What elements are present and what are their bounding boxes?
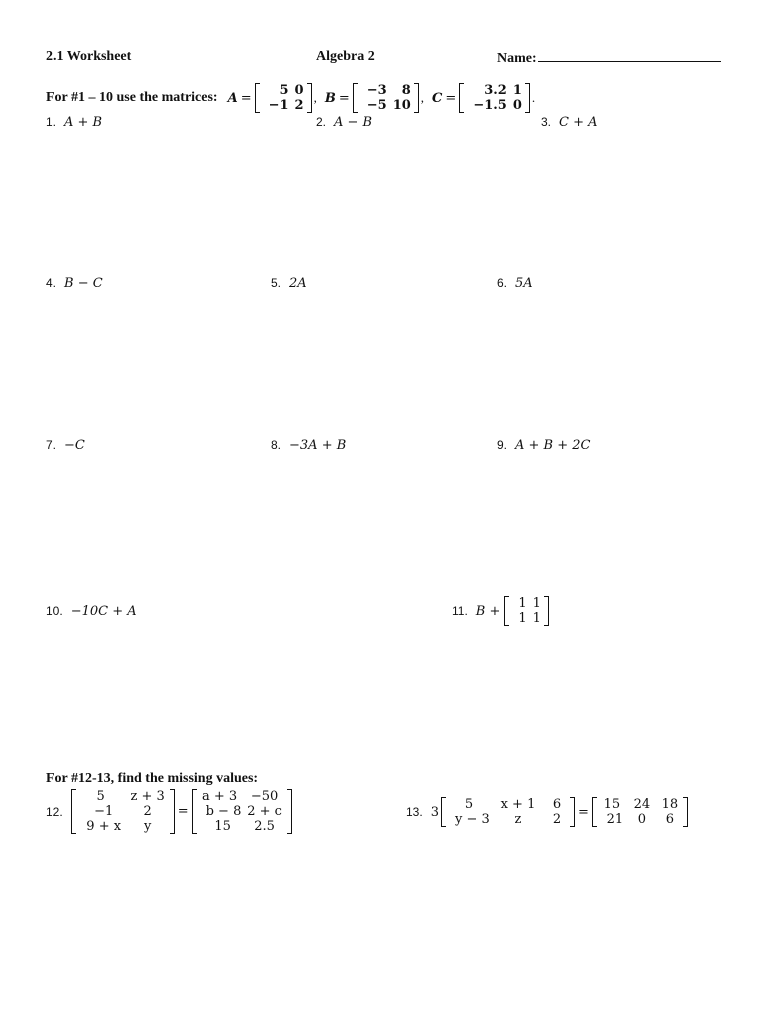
scalar-multiplier: 3 — [430, 804, 439, 820]
problem-4 — [46, 276, 103, 292]
matrix-cell: a + 3 — [202, 789, 238, 804]
matrix-cell: y − 3 — [454, 812, 490, 827]
matrix-cell: 6 — [552, 797, 562, 812]
matrix-cell: −1 — [268, 98, 289, 113]
problem-expression: C + A — [559, 115, 598, 130]
matrix-cell: 2 — [143, 804, 152, 819]
matrix-cell: b − 8 — [205, 804, 242, 819]
problem-expression: B − C — [64, 276, 103, 291]
problem-12: 12. 5 z + 3 −1 2 9 + x y = a + 3 −50 b − 8 2 + c 15 2.5 — [46, 789, 292, 834]
problem-number: 13. — [406, 805, 423, 819]
problem-2 — [316, 115, 372, 131]
problem-6 — [497, 276, 533, 292]
matrix-a-label: A — [227, 90, 238, 106]
problem-expression: A − B — [334, 115, 373, 130]
problem-13-right-matrix — [592, 797, 688, 827]
matrix-cell: 8 — [401, 83, 411, 98]
problem-3 — [541, 115, 598, 131]
problem-number: 5. — [271, 276, 282, 290]
course-name: Algebra 2 — [316, 49, 375, 64]
problem-expression: A + B — [64, 115, 103, 130]
problem-9 — [497, 438, 591, 454]
problem-number: 4. — [46, 276, 57, 290]
matrix-cell: −5 — [366, 98, 387, 113]
problem-number: 2. — [316, 115, 327, 129]
matrix-c-label: C — [432, 90, 443, 106]
problem-expression: −3A + B — [289, 438, 347, 453]
matrix-cell: 18 — [661, 797, 679, 812]
worksheet-title: 2.1 Worksheet — [46, 49, 132, 64]
problem-8 — [271, 438, 346, 454]
problem-number: 11. — [452, 604, 468, 618]
problem-number: 9. — [497, 438, 508, 452]
matrix-cell: 0 — [294, 83, 304, 98]
problem-number: 1. — [46, 115, 57, 129]
matrix-cell: z + 3 — [130, 789, 165, 804]
problem-expression: −C — [64, 438, 85, 453]
name-label: Name: — [497, 51, 537, 66]
problem-12-left-matrix — [71, 789, 175, 834]
problem-13: 13. 3 5 x + 1 6 y − 3 z 2 = 15 24 18 21 0 6 — [406, 797, 688, 827]
matrix-cell: 10 — [392, 98, 411, 113]
matrix-c — [459, 83, 530, 113]
problem-expression: B + — [475, 603, 501, 619]
matrix-cell: 1 — [532, 611, 541, 626]
problem-number: 8. — [271, 438, 282, 452]
matrix-cell: 5 — [279, 83, 289, 98]
name-blank-line[interactable] — [538, 49, 721, 62]
problem-number: 7. — [46, 438, 57, 452]
matrix-cell: 1 — [518, 611, 527, 626]
instruction-text: For #1 – 10 use the matrices: — [46, 90, 218, 105]
problem-expression: −10C + A — [70, 604, 137, 619]
problem-number: 12. — [46, 804, 63, 819]
problem-5 — [271, 276, 307, 292]
problem-7 — [46, 438, 85, 454]
matrix-b-label: B — [324, 90, 336, 106]
matrix-cell: 1 — [518, 596, 527, 611]
matrix-cell: y — [144, 819, 152, 834]
matrix-cell: 21 — [606, 812, 624, 827]
matrix-a — [255, 83, 312, 113]
matrix-cell: 24 — [633, 797, 651, 812]
matrices-instruction: For #1 – 10 use the matrices: A = 5 0 −1 2 , B = −3 8 −5 10 , C = 3.2 1 −1.5 0 . — [46, 83, 536, 113]
matrix-cell: x + 1 — [500, 797, 536, 812]
problem-11 — [452, 596, 549, 626]
matrix-cell: 1 — [532, 596, 541, 611]
problem-expression: 5A — [515, 276, 533, 291]
problem-1 — [46, 115, 102, 131]
matrix-cell: 2 + c — [247, 804, 282, 819]
problem-expression: 2A — [289, 276, 307, 291]
matrix-b — [353, 83, 419, 113]
matrix-cell: 15 — [214, 819, 231, 834]
name-field[interactable] — [497, 49, 721, 67]
matrix-cell: −3 — [366, 83, 387, 98]
problem-expression: A + B + 2C — [515, 438, 591, 453]
matrix-cell: 0 — [512, 98, 522, 113]
problem-number: 6. — [497, 276, 508, 290]
problem-number: 10. — [46, 604, 63, 618]
matrix-cell: 5 — [464, 797, 474, 812]
matrix-cell: −50 — [250, 789, 279, 804]
matrix-cell: 1 — [512, 83, 522, 98]
matrix-cell: z — [514, 812, 522, 827]
matrix-cell: 2 — [294, 98, 304, 113]
matrix-cell: 0 — [637, 812, 647, 827]
matrix-cell: 3.2 — [484, 83, 507, 98]
matrix-cell: −1 — [94, 804, 114, 819]
matrix-cell: 9 + x — [86, 819, 122, 834]
matrix-cell: 2 — [552, 812, 562, 827]
matrix-cell: 6 — [665, 812, 675, 827]
problem-10 — [46, 604, 137, 620]
matrix-cell: −1.5 — [473, 98, 507, 113]
ones-matrix — [504, 596, 549, 626]
problem-13-left-matrix — [441, 797, 575, 827]
missing-values-instruction: For #12-13, find the missing values: — [46, 771, 259, 786]
matrix-cell: 15 — [603, 797, 621, 812]
problem-number: 3. — [541, 115, 552, 129]
matrix-cell: 5 — [96, 789, 105, 804]
matrix-cell: 2.5 — [254, 819, 275, 834]
problem-12-right-matrix — [192, 789, 292, 834]
